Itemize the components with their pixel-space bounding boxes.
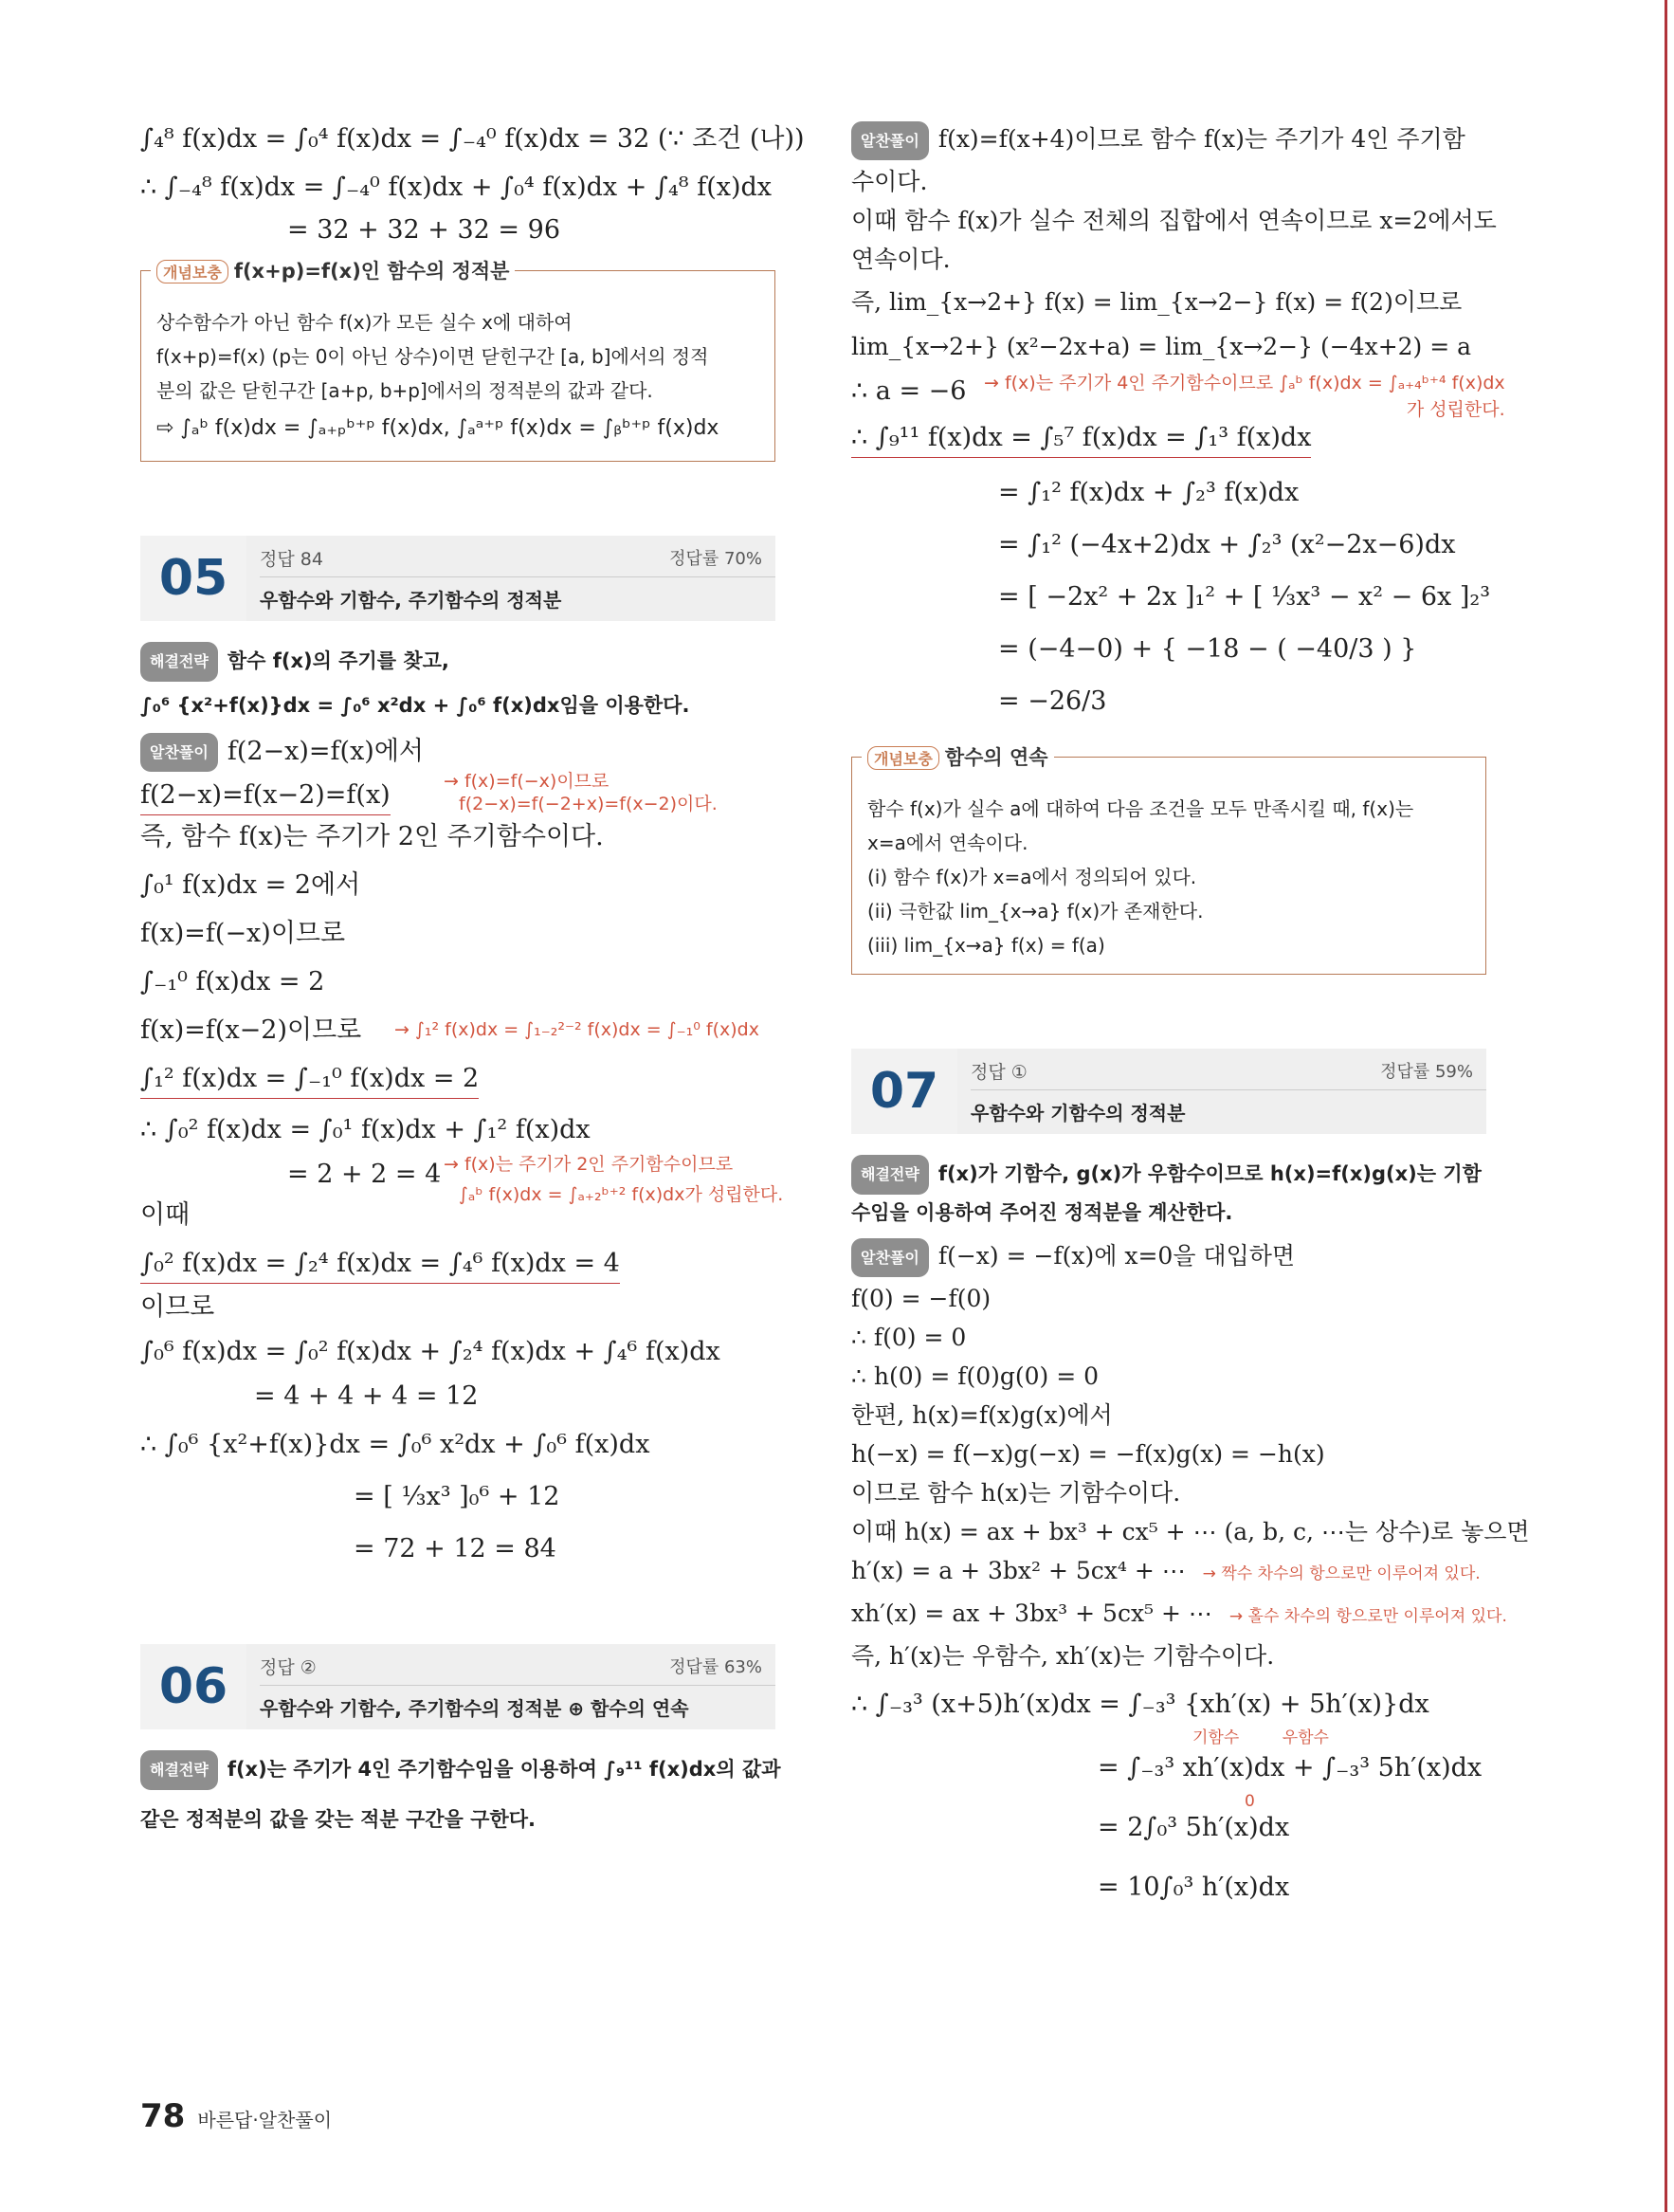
note-text: 가 성립한다. bbox=[1406, 399, 1505, 420]
solution-line bbox=[851, 121, 1486, 160]
solution-line: = ∫₁² f(x)dx + ∫₂³ f(x)dx bbox=[998, 478, 1300, 507]
annotation-note: 0 bbox=[1245, 1792, 1255, 1811]
odd-function-label: 기함수 bbox=[1192, 1728, 1240, 1747]
solution-text: f(2−x)=f(x)에서 bbox=[227, 737, 424, 766]
question-number: 06 bbox=[140, 1644, 246, 1729]
correct-rate: 정답률 70% bbox=[669, 549, 762, 569]
solution-line bbox=[851, 1750, 1486, 1811]
solution-line bbox=[140, 733, 775, 772]
question-topic: 우함수와 기함수, 주기함수의 정적분 bbox=[260, 589, 562, 612]
concept-box-continuity bbox=[851, 746, 1486, 975]
solution-line: 연속이다. bbox=[851, 246, 951, 273]
strategy-text: 함수 f(x)의 주기를 찾고, bbox=[227, 649, 449, 672]
even-function-label: 우함수 bbox=[1282, 1728, 1329, 1747]
math-line: ∫₄⁸ f(x)dx = ∫₀⁴ f(x)dx = ∫₋₄⁰ f(x)dx = 32 (∵ 조건 (나)) bbox=[140, 124, 805, 154]
underlined-expression: f(2−x)=f(x−2)=f(x) bbox=[140, 777, 391, 815]
solution-text: ∴ a = −6 bbox=[851, 376, 967, 406]
solution-line: = −26/3 bbox=[998, 686, 1107, 716]
strategy-line: 수임을 이용하여 주어진 정적분을 계산한다. bbox=[851, 1201, 1233, 1224]
answer-label: 정답 84 bbox=[260, 549, 323, 570]
underlined-expression: ∫₁² f(x)dx = ∫₋₁⁰ f(x)dx = 2 bbox=[140, 1061, 479, 1099]
solution-line: = ∫₁² (−4x+2)dx + ∫₂³ (x²−2x−6)dx bbox=[998, 530, 1456, 559]
solution-line: = 10∫₀³ h′(x)dx bbox=[1098, 1873, 1290, 1902]
annotation-note bbox=[444, 770, 718, 815]
box-line: (iii) lim_{x→a} f(x) = f(a) bbox=[867, 934, 1105, 957]
solution-line: lim_{x→2+} (x²−2x+a) = lim_{x→2−} (−4x+2) = a bbox=[851, 333, 1472, 360]
concept-box-label bbox=[862, 742, 1054, 771]
question-number: 05 bbox=[140, 536, 246, 621]
solution-line bbox=[140, 1154, 784, 1205]
concept-box-periodic bbox=[140, 260, 775, 462]
note-text: f(2−x)=f(−2+x)=f(x−2)이다. bbox=[459, 794, 718, 814]
solution-line bbox=[851, 1596, 1507, 1635]
note-text: → f(x)는 주기가 2인 주기함수이므로 bbox=[444, 1154, 734, 1175]
solution-line: = (−4−0) + { −18 − ( −40/3 ) } bbox=[998, 634, 1417, 664]
box-line: 상수함수가 아닌 함수 f(x)가 모든 실수 x에 대하여 bbox=[156, 311, 573, 334]
concept-title: 함수의 연속 bbox=[944, 746, 1048, 769]
right-column bbox=[851, 121, 1530, 1905]
strategy-line: ∫₀⁶ {x²+f(x)}dx = ∫₀⁶ x²dx + ∫₀⁶ f(x)dx임을 이용한다. bbox=[140, 694, 690, 717]
concept-title: f(x+p)=f(x)인 함수의 정적분 bbox=[233, 260, 510, 283]
solution-text: xh′(x) = ax + 3bx³ + 5cx⁵ + ⋯ bbox=[851, 1600, 1212, 1627]
underlined-expression: ∫₀² f(x)dx = ∫₂⁴ f(x)dx = ∫₄⁶ f(x)dx = 4 bbox=[140, 1246, 620, 1284]
question-header-07 bbox=[851, 1049, 1486, 1134]
solution-line: 이므로 함수 h(x)는 기함수이다. bbox=[851, 1479, 1181, 1507]
solution-line: ∫₀¹ f(x)dx = 2에서 bbox=[140, 870, 361, 900]
header-divider bbox=[260, 576, 775, 577]
solution-line: ∫₀⁶ f(x)dx = ∫₀² f(x)dx + ∫₂⁴ f(x)dx + ∫₄⁶ f(x)dx bbox=[140, 1337, 720, 1366]
answer-label: 정답 ② bbox=[260, 1657, 317, 1678]
answer-label: 정답 ① bbox=[971, 1062, 1028, 1083]
solution-line: f(x)=f(−x)이므로 bbox=[140, 919, 346, 948]
solution-line: 이때 h(x) = ax + bx³ + cx⁵ + ⋯ (a, b, c, ⋯는 상수)로 놓으면 bbox=[851, 1518, 1530, 1545]
header-divider bbox=[971, 1089, 1486, 1090]
question-topic: 우함수와 기함수의 정적분 bbox=[971, 1102, 1186, 1124]
solution-line: = 2∫₀³ 5h′(x)dx bbox=[1098, 1813, 1290, 1842]
solution-text: f(x)=f(x+4)이므로 함수 f(x)는 주기가 4인 주기함 bbox=[937, 125, 1465, 153]
solution-tag: 알찬풀이 bbox=[140, 733, 218, 772]
solution-line bbox=[851, 420, 1486, 458]
solution-line: ∴ h(0) = f(0)g(0) = 0 bbox=[851, 1362, 1100, 1390]
math-line: ∴ ∫₋₄⁸ f(x)dx = ∫₋₄⁰ f(x)dx + ∫₀⁴ f(x)dx + ∫₄⁸ f(x)dx bbox=[140, 173, 773, 202]
solution-line: 즉, h′(x)는 우함수, xh′(x)는 기함수이다. bbox=[851, 1642, 1275, 1670]
page-edge-stripe bbox=[1665, 0, 1667, 2212]
box-line: (ii) 극한값 lim_{x→a} f(x)가 존재한다. bbox=[867, 900, 1204, 923]
box-line: 분의 값은 닫힌구간 [a+p, b+p]에서의 정적분의 값과 같다. bbox=[156, 379, 653, 402]
concept-tag: 개념보충 bbox=[867, 746, 939, 770]
solution-tag: 알찬풀이 bbox=[851, 121, 929, 160]
solution-text: h′(x) = a + 3bx² + 5cx⁴ + ⋯ bbox=[851, 1557, 1186, 1584]
strategy-line bbox=[140, 642, 775, 682]
note-text: ∫ₐᵇ f(x)dx = ∫ₐ₊₂ᵇ⁺² f(x)dx가 성립한다. bbox=[459, 1184, 784, 1205]
box-line: 함수 f(x)가 실수 a에 대하여 다음 조건을 모두 만족시킬 때, f(x)는 bbox=[867, 797, 1414, 820]
box-line: ⇨ ∫ₐᵇ f(x)dx = ∫ₐ₊ₚᵇ⁺ᵖ f(x)dx, ∫ₐᵃ⁺ᵖ f(x)dx = ∫ᵦᵇ⁺ᵖ f(x)dx bbox=[156, 416, 719, 440]
strategy-tag: 해결전략 bbox=[851, 1155, 929, 1195]
strategy-line bbox=[851, 1155, 1486, 1195]
note-text: → f(x)=f(−x)이므로 bbox=[444, 771, 610, 792]
solution-line: = [ ⅓x³ ]₀⁶ + 12 bbox=[354, 1482, 560, 1511]
question-topic: 우함수와 기함수, 주기함수의 정적분 ⊕ 함수의 연속 bbox=[260, 1697, 689, 1720]
annotation-note: → ∫₁² f(x)dx = ∫₁₋₂²⁻² f(x)dx = ∫₋₁⁰ f(x)dx bbox=[394, 1019, 759, 1040]
solution-line: h(−x) = f(−x)g(−x) = −f(x)g(x) = −h(x) bbox=[851, 1440, 1325, 1468]
annotation-note: → 짝수 차수의 항으로만 이루어져 있다. bbox=[1202, 1564, 1481, 1583]
solution-line: 수이다. bbox=[851, 168, 928, 195]
solution-line bbox=[851, 1238, 1486, 1277]
strategy-tag: 해결전략 bbox=[140, 642, 218, 682]
question-header-06 bbox=[140, 1644, 775, 1729]
solution-line: ∴ f(0) = 0 bbox=[851, 1324, 967, 1351]
solution-line: = [ −2x² + 2x ]₁² + [ ⅓x³ − x² − 6x ]₂³ bbox=[998, 582, 1491, 612]
solution-line bbox=[851, 1687, 1486, 1747]
box-line: (i) 함수 f(x)가 x=a에서 정의되어 있다. bbox=[867, 866, 1197, 888]
annotation-note bbox=[984, 372, 1505, 421]
solution-line: 한편, h(x)=f(x)g(x)에서 bbox=[851, 1401, 1113, 1429]
solution-line: = 72 + 12 = 84 bbox=[354, 1534, 556, 1563]
strategy-text: f(x)가 기함수, g(x)가 우함수이므로 h(x)=f(x)g(x)는 기함 bbox=[937, 1162, 1482, 1185]
question-header-05 bbox=[140, 536, 775, 621]
solution-line: 이때 bbox=[140, 1200, 191, 1230]
question-number: 07 bbox=[851, 1049, 957, 1134]
correct-rate: 정답률 59% bbox=[1380, 1062, 1473, 1082]
underlined-expression: ∴ ∫₉¹¹ f(x)dx = ∫₅⁷ f(x)dx = ∫₁³ f(x)dx bbox=[851, 420, 1311, 458]
strategy-tag: 해결전략 bbox=[140, 1750, 218, 1790]
solution-line bbox=[140, 771, 775, 815]
solution-line bbox=[140, 1061, 775, 1099]
page-number: 78 bbox=[140, 2097, 186, 2135]
solution-line bbox=[140, 1246, 775, 1284]
header-divider bbox=[260, 1685, 775, 1686]
solution-text: = ∫₋₃³ xh′(x)dx + ∫₋₃³ 5h′(x)dx bbox=[1098, 1753, 1483, 1782]
concept-tag: 개념보충 bbox=[156, 260, 228, 283]
solution-line bbox=[140, 1013, 775, 1048]
solution-line: 즉, lim_{x→2+} f(x) = lim_{x→2−} f(x) = f(2)이므로 bbox=[851, 288, 1463, 316]
solution-line: ∴ ∫₀² f(x)dx = ∫₀¹ f(x)dx + ∫₁² f(x)dx bbox=[140, 1115, 591, 1144]
solution-text: ∴ ∫₋₃³ (x+5)h′(x)dx = ∫₋₃³ {xh′(x) + 5h′(x)}dx bbox=[851, 1690, 1429, 1719]
solution-line bbox=[851, 1553, 1486, 1592]
math-line: = 32 + 32 + 32 = 96 bbox=[287, 215, 560, 245]
strategy-text: f(x)는 주기가 4인 주기함수임을 이용하여 ∫₉¹¹ f(x)dx의 값과 bbox=[227, 1758, 781, 1781]
solution-line: ∫₋₁⁰ f(x)dx = 2 bbox=[140, 967, 325, 996]
solution-line bbox=[851, 373, 1505, 420]
left-column bbox=[140, 121, 805, 1837]
strategy-line: 같은 정적분의 값을 갖는 적분 구간을 구한다. bbox=[140, 1808, 536, 1831]
solution-line: 즉, 함수 f(x)는 주기가 2인 주기함수이다. bbox=[140, 822, 604, 851]
solution-tag: 알찬풀이 bbox=[851, 1238, 929, 1277]
correct-rate: 정답률 63% bbox=[669, 1657, 762, 1677]
solution-text: f(−x) = −f(x)에 x=0을 대입하면 bbox=[937, 1242, 1296, 1270]
solution-line: 이므로 bbox=[140, 1292, 215, 1322]
annotation-note: → 홀수 차수의 항으로만 이루어져 있다. bbox=[1228, 1607, 1507, 1626]
solution-line: 이때 함수 f(x)가 실수 전체의 집합에서 연속이므로 x=2에서도 bbox=[851, 207, 1497, 234]
concept-box-label bbox=[151, 256, 515, 284]
box-line: x=a에서 연속이다. bbox=[867, 832, 1028, 854]
note-text: → f(x)는 주기가 4인 주기함수이므로 ∫ₐᵇ f(x)dx = ∫ₐ₊₄ᵇ⁺⁴ f(x)dx bbox=[984, 373, 1505, 393]
solution-line: ∴ ∫₀⁶ {x²+f(x)}dx = ∫₀⁶ x²dx + ∫₀⁶ f(x)dx bbox=[140, 1430, 650, 1459]
page-footer bbox=[140, 2097, 332, 2135]
solution-line: = 4 + 4 + 4 = 12 bbox=[254, 1381, 479, 1411]
box-line: f(x+p)=f(x) (p는 0이 아닌 상수)이면 닫힌구간 [a, b]에서의 정적 bbox=[156, 345, 709, 368]
solution-line: f(0) = −f(0) bbox=[851, 1285, 992, 1312]
solution-text: = 2 + 2 = 4 bbox=[287, 1160, 442, 1189]
solution-text: f(x)=f(x−2)이므로 bbox=[140, 1015, 362, 1045]
strategy-line bbox=[140, 1750, 781, 1790]
book-title: 바른답·알찬풀이 bbox=[197, 2109, 333, 2131]
